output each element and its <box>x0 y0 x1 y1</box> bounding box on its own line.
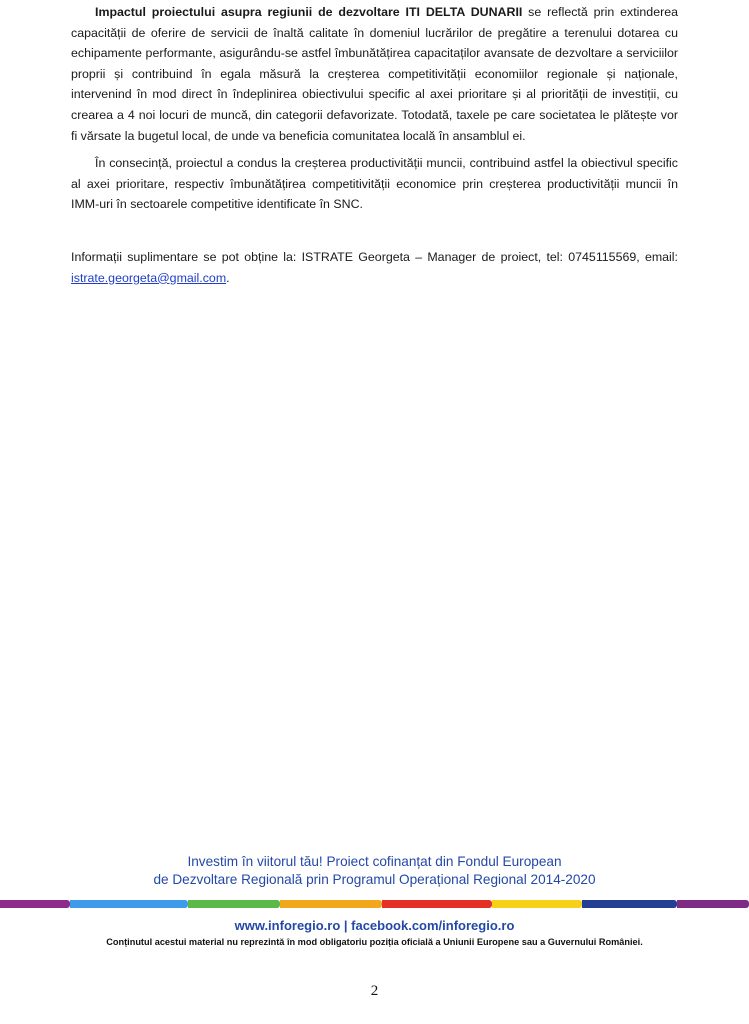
footer-links[interactable]: www.inforegio.ro | facebook.com/inforegio.ro <box>234 918 515 933</box>
page-number: 2 <box>370 983 379 999</box>
stripe-segment <box>382 900 492 908</box>
footer-slogan <box>0 853 749 889</box>
impact-lead: Impactul proiectului asupra regiunii de dezvoltare ITI DELTA DUNARII <box>95 5 523 19</box>
email-link[interactable]: istrate.georgeta@gmail.com <box>71 270 227 285</box>
contact-text: Informații suplimentare se pot obține la: ISTRATE Georgeta – Manager de proiect, tel: 0745115569, email: <box>71 250 678 264</box>
stripe-segment <box>0 900 70 908</box>
paragraph-impact <box>71 2 678 146</box>
slogan-line-1: Investim în viitorul tău! Proiect cofinanțat din Fondul European <box>187 854 562 869</box>
footer-disclaimer: Conținutul acestui material nu reprezintă în mod obligatoriu poziția oficială a Uniunii Europene sau a Guvernului României. <box>106 937 643 947</box>
color-stripe <box>0 900 749 908</box>
paragraph-contact <box>71 247 678 288</box>
paragraph-consequence <box>71 153 678 215</box>
consequence-text: În consecință, proiectul a condus la creșterea productivității muncii, contribuind astfel la obiectivul specific al axei prioritare, respectiv îmbunătățirea competitivității economice prin creșterea productivității muncii în IMM-uri în sectoarele competitive identificate în SNC. <box>71 156 678 212</box>
stripe-segment <box>677 900 749 908</box>
stripe-segment <box>70 900 188 908</box>
stripe-segment <box>188 900 280 908</box>
stripe-segment <box>492 900 582 908</box>
stripe-segment <box>280 900 382 908</box>
slogan-line-2: de Dezvoltare Regională prin Programul Operațional Regional 2014-2020 <box>153 872 596 887</box>
stripe-segment <box>582 900 677 908</box>
contact-end: . <box>226 270 230 285</box>
impact-text: se reflectă prin extinderea capacității de oferire de servicii de înaltă calitate în domeniul lucrărilor de pregătire a terenului dotarea cu echipamente performante, asigurându-se astfel îmbunătățirea capacitaților avansate de dezvoltare a serviciilor proprii și contribuind în egala măsură la creșterea competitivității economiilor regionale și naționale, intervenind în mod direct în îndeplinirea obiectivului specific al axei prioritare și al priorității de investiții, cu crearea a 4 noi locuri de muncă, din categorii defavorizate. Totodată, taxele pe care societatea le plătește vor fi vărsate la bugetul local, de unde va beneficia comunitatea locală în ansamblul ei. <box>71 5 678 143</box>
